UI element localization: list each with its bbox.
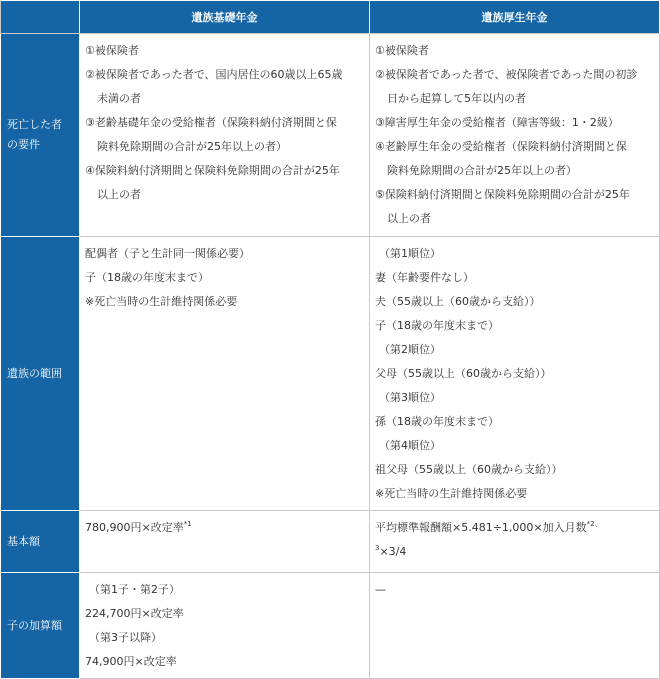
rowhead-requirements [1, 34, 80, 237]
base-amount-employee-text2: ×3/4 [379, 545, 407, 558]
list-item: 孫（18歳の年度末まで） [375, 415, 499, 428]
list-item: ①被保険者 [375, 44, 429, 57]
header-row [1, 1, 660, 34]
list-item-continuation: 険料免除期間の合計が25年以上の者） [97, 140, 287, 153]
list-item-continuation: 未満の者 [97, 92, 141, 105]
cell-base-amount-employee [370, 511, 660, 573]
base-amount-employee-line1 [375, 516, 655, 540]
row-base-amount [1, 511, 660, 573]
list-item: 配偶者（子と生計同一関係必要） [85, 247, 250, 260]
header-employee-pension: 遺族厚生年金 [370, 1, 660, 34]
list-item: ※死亡当時の生計維持関係必要 [85, 295, 238, 308]
footnote-marker: *1 [183, 520, 192, 528]
rowhead-survivors: 遺族の範囲 [1, 237, 80, 511]
rowhead-requirements-line2: の要件 [7, 138, 40, 151]
list-item: 子（18歳の年度末まで） [375, 319, 499, 332]
list-item: ④保険料納付済期間と保険料免除期間の合計が25年 [85, 164, 340, 177]
list-item: 74,900円×改定率 [85, 655, 177, 668]
list-item-continuation: 険料免除期間の合計が25年以上の者） [387, 164, 577, 177]
list-item: ③老齢基礎年金の受給権者（保険料納付済期間と保 [85, 116, 337, 129]
footnote-marker: *2、 [586, 520, 602, 528]
row-requirements [1, 34, 660, 237]
cell-requirements-basic [80, 34, 370, 237]
list-item-continuation: 日から起算して5年以内の者 [387, 92, 526, 105]
rank-heading: （第3順位） [379, 391, 441, 404]
rowhead-base-amount: 基本額 [1, 511, 80, 573]
header-basic-pension: 遺族基礎年金 [80, 1, 370, 34]
list-item: ②被保険者であった者で、国内居住の60歳以上65歳 [85, 68, 343, 81]
footnote-marker: 3 [375, 544, 380, 552]
list-item: ③障害厚生年金の受給権者（障害等級：1・2級） [375, 116, 619, 129]
header-corner [1, 1, 80, 34]
child-order-heading: （第3子以降） [89, 631, 162, 644]
cell-survivors-basic [80, 237, 370, 511]
base-amount-employee-line2 [375, 540, 655, 564]
row-survivors [1, 237, 660, 511]
base-amount-employee-text1: 平均標準報酬額×5.481÷1,000×加入月数 [375, 521, 587, 534]
rowhead-requirements-line1: 死亡した者 [7, 118, 62, 131]
rank-heading: （第1順位） [379, 247, 441, 260]
row-child-addition [1, 573, 660, 679]
list-item: ①被保険者 [85, 44, 139, 57]
list-item: ②被保険者であった者で、被保険者であった間の初診 [375, 68, 638, 81]
child-order-heading: （第1子・第2子） [89, 583, 180, 596]
list-item: 夫（55歳以上（60歳から支給）） [375, 295, 541, 308]
list-item: 父母（55歳以上（60歳から支給）） [375, 367, 552, 380]
list-item-continuation: 以上の者 [97, 188, 141, 201]
base-amount-basic-value [85, 516, 365, 540]
rowhead-child-addition: 子の加算額 [1, 573, 80, 679]
rank-heading: （第4順位） [379, 439, 441, 452]
list-item: 妻（年齢要件なし） [375, 271, 474, 284]
list-item: ④老齢厚生年金の受給権者（保険料納付済期間と保 [375, 140, 627, 153]
base-amount-basic-text: 780,900円×改定率 [85, 521, 184, 534]
list-item: 子（18歳の年度末まで） [85, 271, 209, 284]
cell-base-amount-basic [80, 511, 370, 573]
list-item: ※死亡当時の生計維持関係必要 [375, 487, 528, 500]
cell-requirements-employee [370, 34, 660, 237]
cell-child-addition-basic [80, 573, 370, 679]
list-item: ⑤保険料納付済期間と保険料免除期間の合計が25年 [375, 188, 630, 201]
list-item-continuation: 以上の者 [387, 212, 431, 225]
list-item: 224,700円×改定率 [85, 607, 184, 620]
not-applicable-dash: — [375, 583, 386, 596]
list-item: 祖父母（55歳以上（60歳から支給）） [375, 463, 563, 476]
cell-child-addition-employee [370, 573, 660, 679]
cell-survivors-employee [370, 237, 660, 511]
rank-heading: （第2順位） [379, 343, 441, 356]
